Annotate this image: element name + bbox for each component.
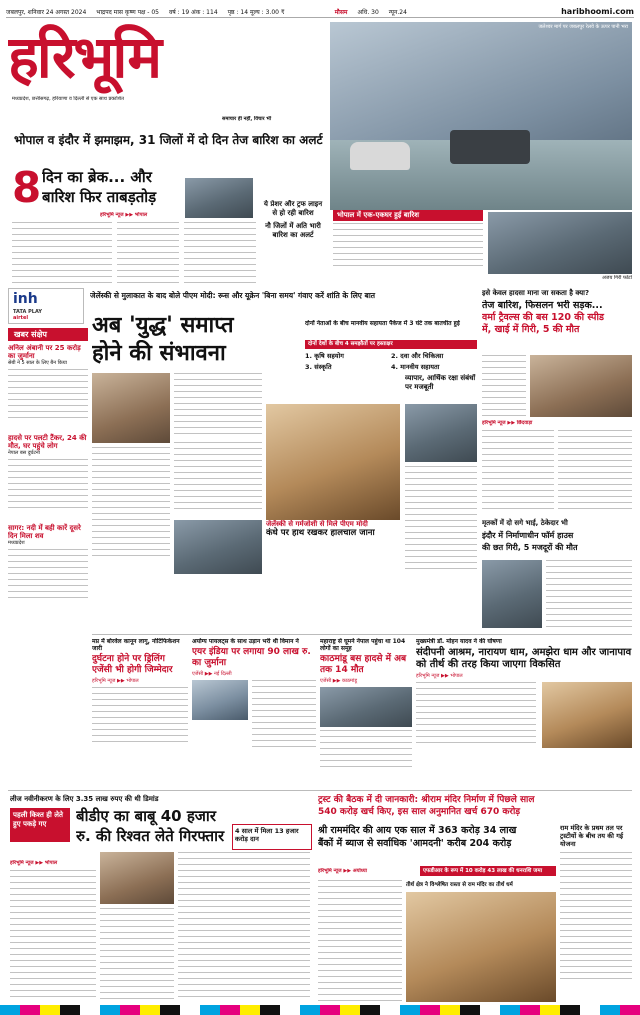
modi-kicker: जेलेंस्की से मुलाकात के बाद बोले पीएम मोदी: रूस और यूक्रेन 'बिना समय' गंवाए करें शांति के लिए बात	[90, 291, 376, 300]
brief-item-2-body	[8, 459, 88, 511]
bribe-byline: हरिभूमि न्यूज ▶▶ भोपाल	[10, 860, 58, 866]
row3-2-kicker: अयोग्य पायलट्स के साथ उड़ान भरी थी विमान ने	[192, 638, 299, 645]
rain-caption-title: भोपाल में एक-एकघर हुई बारिश	[333, 210, 483, 221]
row3-4-byline: हरिभूमि न्यूज ▶▶ भोपाल	[416, 673, 463, 679]
modi-headline-1: अब 'युद्ध' समाप्त	[92, 313, 234, 338]
brief-item-1[interactable]	[8, 344, 88, 434]
row3-1-title: दुर्घटना होने पर ड्रिलिंग एजेंसी भी होगी जिम्मेदार	[92, 654, 173, 675]
rain-side-note-1: ये प्रेशर और ट्रफ लाइन से हो रही बारिश	[263, 200, 323, 217]
rain-big-number: 8	[12, 165, 42, 211]
masthead-logo	[8, 20, 308, 94]
bus-headline-2: वर्मा ट्रैवल्स की बस 120 की स्पीड	[482, 312, 604, 323]
bus-kicker: इसे केवल हादसा माना जा सकता है क्या?	[482, 289, 590, 297]
brief-item-2[interactable]	[8, 434, 88, 524]
rain-flood-photo	[330, 22, 632, 210]
rain-caption-body	[333, 223, 483, 271]
strip-min-temp: न्यून.24	[388, 8, 407, 16]
rain-side-photo	[488, 212, 632, 274]
ram-kicker-2: 540 करोड़ खर्च किए, इस साल अनुमानित खर्च 670 करोड़	[318, 807, 521, 817]
rain-kicker: भोपाल व इंदौर में झमाझम, 31 जिलों में दो दिन तेज बारिश का अलर्ट	[14, 133, 323, 147]
photo-top-caption: जलेश्वर मार्ग पर जबलपुर रेलवे के ऊपर पानी भरा	[538, 24, 628, 30]
row3-4-title: संदीपनी आश्रम, नारायण धाम, अमझेरा धाम और जानापाव को तीर्थ की तरह किया जाएगा विकसित	[416, 647, 632, 670]
rain-body-col-2	[117, 222, 179, 284]
bus-info-box	[482, 355, 526, 417]
bribe-headline-1: बीडीए का बाबू 40 हजार	[76, 807, 216, 825]
row3-3-body	[320, 730, 412, 770]
print-registration-strip	[0, 1005, 640, 1015]
indore-headline-1: इंदौर में निर्माणाधीन फॉर्म हाउस	[482, 531, 574, 540]
row3-3-kicker: महाराष्ट्र से घूमने नेपाल पहुंचा था 104 लोगों का समूह	[320, 638, 406, 652]
bribe-body-1	[10, 870, 96, 1002]
rain-side-note-2: नौ जिलों में अति भारी बारिश का अलर्ट	[265, 222, 321, 239]
row3-4-body	[416, 682, 536, 748]
row3-divider	[92, 634, 632, 635]
modi-photo-side	[405, 404, 477, 462]
brief-item-1-sub: सेबी ने 5 साल के लिए बैन किया	[8, 360, 67, 366]
rain-body-col-3	[184, 222, 256, 284]
row3-4-kicker: मुख्यमंत्री डॉ. मोहन यादव ने की घोषणा	[416, 638, 502, 645]
ram-byline: हरिभूमि न्यूज ▶▶ अयोध्या	[318, 868, 367, 874]
ad-airtel: airtel	[13, 315, 29, 321]
mou-title: दोनों देशों के बीच 4 समझौतों पर हस्ताक्षर	[305, 340, 477, 349]
mou-item-1: 1. कृषि सहयोग	[305, 352, 344, 360]
bribe-body-2	[100, 908, 174, 1002]
row3-1-byline: हरिभूमि न्यूज ▶▶ भोपाल	[92, 678, 139, 684]
modi-body-col-2	[92, 447, 170, 557]
row3-2-title: एयर इंडिया पर लगाया 90 लाख रु. का जुर्माना	[192, 647, 311, 668]
bus-photo	[530, 355, 632, 417]
bribe-headline-2: रु. की रिश्वत लेते गिरफ्तार	[76, 827, 225, 845]
ram-body-1	[318, 880, 402, 1002]
modi-bullet: दोनों नेताओं के बीच मानवीय सहायता पैकेज में 3 घंटे तक बातचीत हुई	[305, 320, 460, 327]
indore-body	[546, 560, 632, 628]
row3-4-photo	[542, 682, 632, 748]
modi-photo-hug	[92, 373, 170, 443]
row3-story-2	[192, 638, 316, 786]
rain-byline: हरिभूमि न्यूज ▶▶ भोपाल	[100, 212, 148, 218]
row3-2-photo	[192, 680, 248, 720]
brief-title: खबर संक्षेप	[8, 328, 88, 341]
bus-byline: हरिभूमि न्यूज ▶▶ छिंदवाड़ा	[482, 420, 533, 426]
ad-tata-play: TATA PLAY	[13, 309, 42, 315]
brief-list	[8, 344, 88, 614]
rain-body-col-1	[12, 222, 112, 284]
strip-weather: मौसम	[334, 8, 348, 16]
row3-story-4	[416, 638, 632, 786]
indore-headline	[482, 530, 632, 556]
bus-body-2	[558, 430, 632, 512]
modi-quote-title: व्यापार, आर्थिक रक्षा संबंधों पर मजबूती	[405, 374, 476, 391]
brief-item-2-head: हादसे पर पलटी टैंकर, 24 की मौत, घर पहुंचे लोग	[8, 434, 87, 450]
bus-headline-3: में, खाई में गिरी, 5 की मौत	[482, 324, 580, 335]
row3-story-3	[320, 638, 412, 786]
bus-shape	[450, 130, 530, 164]
bribe-kicker: लीज नवीनीकरण के लिए 3.35 लाख रुपए की थी डिमांड	[10, 795, 159, 803]
ram-side-box-title: राम मंदिर के प्रथम तल पर ट्रस्टीयों के बीच तय की गई योजना	[560, 824, 624, 848]
brief-item-3[interactable]	[8, 524, 88, 614]
slogan: समाचार ही नहीं, विचार भी	[222, 116, 272, 122]
brief-item-2-sub: नेपाल बस दुर्घटना	[8, 450, 40, 456]
row4-divider	[8, 790, 632, 791]
modi-photo-caption-2: कंधे पर हाथ रखकर हालचाल जाना	[266, 528, 375, 538]
row3-2-byline: एजेंसी ▶▶ नई दिल्ली	[192, 671, 232, 677]
modi-photo-caption-1: जेलेंस्की से गर्मजोशी से मिले पीएम मोदी	[266, 520, 368, 528]
ram-fd-note: एफडीआर के रूप में 10 करोड़ 43 लाख की धनराशि जमा	[420, 866, 556, 876]
indore-kicker: मृतकों में दो सगे भाई, ठेकेदार भी	[482, 519, 568, 527]
logo-text: हरिभूमि	[8, 23, 161, 91]
ram-side-box-body	[560, 852, 632, 982]
row3-3-photo	[320, 687, 412, 727]
tagline: मध्यप्रदेश, छत्तीसगढ़, हरियाणा व दिल्ली से एक साथ प्रकाशित	[12, 96, 124, 102]
bus-headline	[482, 300, 632, 350]
row3-1-body	[92, 687, 188, 747]
bribe-body-3	[178, 852, 310, 1002]
indore-headline-2: की छत गिरी, 5 मजदूरों की मौत	[482, 543, 578, 552]
modi-body-col-1	[174, 373, 262, 437]
ram-temple-photo	[406, 892, 556, 1002]
ram-kicker	[318, 794, 632, 820]
ram-headline	[318, 824, 556, 864]
ram-kicker-1: ट्रस्ट की बैठक में दी जानकारी: श्रीराम मंदिर निर्माण में पिछले साल	[318, 795, 535, 805]
row3-2-body	[252, 680, 316, 752]
car-shape	[350, 142, 410, 170]
ad-inh[interactable]	[8, 288, 84, 324]
row3-1-kicker: मप्र में बोरवेल कानून लागू, नोटिफिकेशन जारी	[92, 638, 180, 652]
rain-side-note	[262, 200, 324, 280]
strip-price: पृष्ठ : 14 मूल्य : 3.00 ₹	[227, 8, 285, 16]
bribe-photo	[100, 852, 174, 904]
brief-item-3-head: सागर: नदी में बही कारें दूसरे दिन मिला शव	[8, 524, 81, 540]
modi-body-col-3	[174, 442, 262, 514]
date-strip	[6, 6, 634, 18]
modi-photo-main	[266, 404, 400, 520]
ram-caption: तीर्थ क्षेत्र ने विश्लेषित रास्ता से राम मंदिर का तीर्थ धर्म	[406, 882, 513, 888]
bribe-side-tag: पहली किश्त ही लेते हुए पकड़े गए	[10, 808, 70, 842]
mou-item-4: 4. मानवीय सहायता	[391, 363, 440, 371]
modi-headline-2: होने की संभावना	[92, 341, 226, 366]
indore-photo	[482, 560, 542, 628]
ad-inh-logo: inh	[13, 291, 38, 307]
modi-body-col-4	[405, 466, 477, 574]
strip-month: भाद्रपद मास कृष्ण पक्ष - 05	[96, 8, 159, 16]
modi-photo-caption	[266, 520, 400, 546]
brief-item-3-sub: मध्यप्रदेश	[8, 540, 25, 546]
mou-item-2: 2. दवा और चिकित्सा	[391, 352, 444, 360]
brief-item-1-body	[8, 369, 88, 421]
row3-3-byline: एजेंसी ▶▶ काठमांडू	[320, 678, 358, 684]
photo-bottom-caption: अजय गिरी फोटो	[601, 275, 632, 281]
modi-photo-secondary	[174, 520, 262, 574]
rain-headline-1: दिन का ब्रेक... और	[42, 168, 152, 186]
ram-headline-2: बैंकों में ब्याज से सर्वाधिक 'आमदनी' करीब 204 करोड़	[318, 838, 512, 849]
brief-item-1-head: अनिल अंबानी पर 25 करोड़ का जुर्माना	[8, 344, 81, 360]
row3-3-title: काठमांडू बस हादसे में अब तक 14 मौत	[320, 654, 407, 675]
row3-story-1	[92, 638, 188, 786]
bus-body-1	[482, 430, 554, 512]
mou-item-3: 3. संस्कृति	[305, 363, 332, 371]
ram-stat-box: 4 साल में मिला 13 हजार करोड़ दान	[232, 824, 312, 850]
bus-headline-1: तेज बारिश, फिसलन भरी सड़क...	[482, 300, 603, 311]
strip-max-temp: अधि. 30	[357, 8, 379, 16]
brief-item-3-body	[8, 549, 88, 601]
website[interactable]: haribhoomi.com	[561, 7, 634, 16]
ram-headline-1: श्री राममंदिर की आय एक साल में 363 करोड़ 34 लाख	[318, 825, 517, 836]
mou-list	[305, 351, 477, 373]
rain-headline-2: बारिश फिर ताबड़तोड़	[42, 188, 157, 206]
strip-date: जबलपुर, शनिवार 24 अगस्त 2024	[6, 8, 87, 16]
ram-side-box	[560, 824, 632, 1002]
rain-car-photo	[185, 178, 253, 218]
strip-volume: वर्ष : 19 अंक : 114	[168, 8, 218, 16]
